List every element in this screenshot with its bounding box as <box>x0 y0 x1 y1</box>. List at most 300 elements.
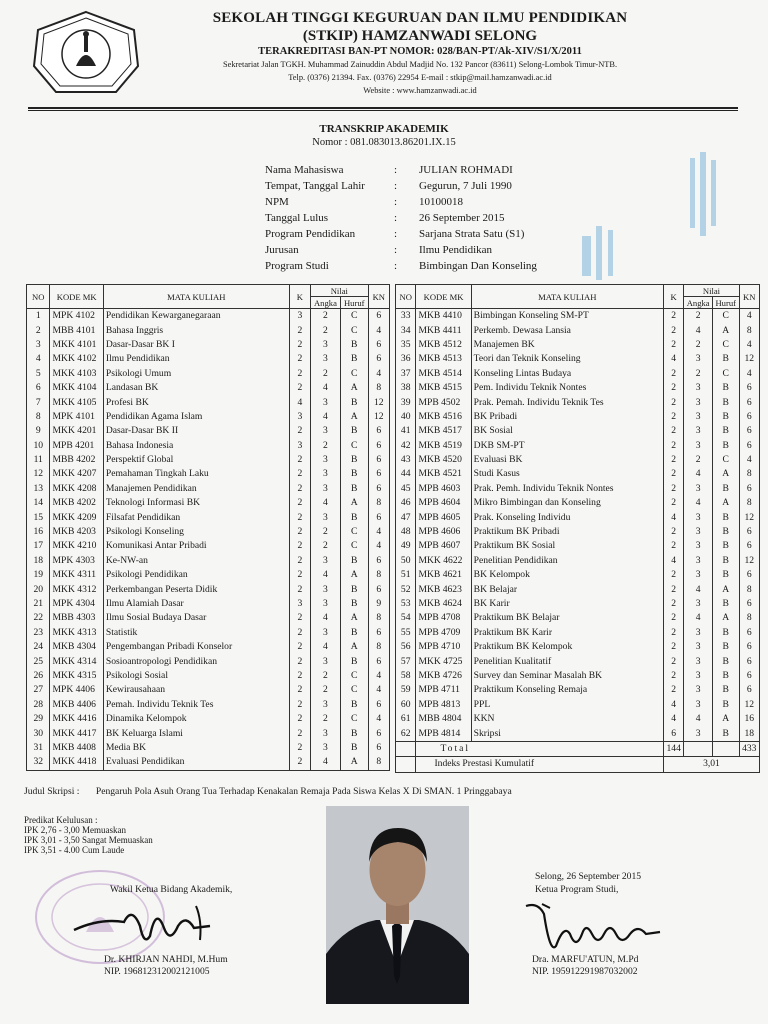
course-name: Pem. Individu Teknik Nontes <box>471 381 663 395</box>
course-grade-number: 3 <box>684 683 713 697</box>
course-no: 8 <box>27 410 50 424</box>
course-credits: 2 <box>289 367 310 381</box>
course-grade-number: 3 <box>311 582 341 596</box>
course-name: Sosioantropologi Pendidikan <box>103 654 289 668</box>
course-code: MKB 4621 <box>416 568 471 582</box>
course-credits: 3 <box>289 410 310 424</box>
course-row <box>27 424 390 438</box>
course-name: Manajemen Pendidikan <box>103 482 289 496</box>
course-grade-number: 4 <box>684 611 713 625</box>
course-grade-letter: B <box>340 395 368 409</box>
course-kn: 6 <box>368 626 389 640</box>
course-credits: 2 <box>663 482 683 496</box>
course-grade-letter: B <box>340 424 368 438</box>
institution-name: SEKOLAH TINGGI KEGURUAN DAN ILMU PENDIDIKAN <box>212 10 628 26</box>
course-kn: 6 <box>739 669 759 683</box>
course-no: 52 <box>396 582 416 596</box>
course-name: DKB SM-PT <box>471 439 663 453</box>
institution-logo-icon <box>30 8 142 100</box>
course-name: Praktikum BK Belajar <box>471 611 663 625</box>
course-grade-letter: B <box>712 726 739 741</box>
course-grade-letter: C <box>712 453 739 467</box>
course-credits: 4 <box>663 352 683 366</box>
course-name: BK Belajar <box>471 582 663 596</box>
course-grade-number: 4 <box>311 410 341 424</box>
course-grade-number: 4 <box>684 496 713 510</box>
course-grade-letter: B <box>712 698 739 712</box>
course-no: 19 <box>27 568 50 582</box>
course-credits: 2 <box>289 323 310 337</box>
course-no: 45 <box>396 482 416 496</box>
course-name: Studi Kasus <box>471 467 663 481</box>
course-kn: 6 <box>739 525 759 539</box>
course-name: Prak. Pemah. Individu Teknik Tes <box>471 395 663 409</box>
course-name: Evaluasi BK <box>471 453 663 467</box>
course-name: Praktikum BK Kelompok <box>471 640 663 654</box>
course-name: Pemah. Individu Teknik Tes <box>103 698 289 712</box>
course-credits: 2 <box>663 309 683 324</box>
course-row <box>27 439 390 453</box>
course-code: MKB 4521 <box>416 467 471 481</box>
signing-date: Selong, 26 September 2015 <box>535 871 642 882</box>
course-credits: 2 <box>663 654 683 668</box>
course-no: 59 <box>396 683 416 697</box>
course-row <box>27 554 390 568</box>
course-code: MKK 4418 <box>50 755 103 770</box>
course-credits: 2 <box>289 381 310 395</box>
course-code: MPB 4708 <box>416 611 471 625</box>
course-code: MKB 4520 <box>416 453 471 467</box>
info-value: 26 September 2015 <box>419 212 505 224</box>
course-no: 3 <box>27 338 50 352</box>
course-no: 60 <box>396 698 416 712</box>
header-huruf: Huruf <box>340 297 368 309</box>
course-row <box>396 568 760 582</box>
course-credits: 2 <box>663 338 683 352</box>
course-kn: 4 <box>368 712 389 726</box>
course-code: MKB 4410 <box>416 309 471 324</box>
course-no: 54 <box>396 611 416 625</box>
course-grade-number: 3 <box>311 741 341 755</box>
course-grade-letter: B <box>340 467 368 481</box>
predikat-line: IPK 2,76 - 3,00 Memuaskan <box>24 825 126 835</box>
course-name: BK Kelompok <box>471 568 663 582</box>
course-grade-letter: B <box>340 626 368 640</box>
course-no: 2 <box>27 323 50 337</box>
course-code: MPB 4813 <box>416 698 471 712</box>
course-no: 40 <box>396 410 416 424</box>
course-code: MKK 4201 <box>50 424 103 438</box>
course-grade-number: 3 <box>311 626 341 640</box>
course-row <box>396 453 760 467</box>
course-grade-number: 2 <box>684 453 713 467</box>
course-credits: 2 <box>289 755 310 770</box>
course-grade-letter: C <box>340 439 368 453</box>
course-grade-number: 3 <box>684 568 713 582</box>
institution-abbrev: (STKIP) HAMZANWADI SELONG <box>302 28 538 44</box>
course-name: Psikologi Umum <box>103 367 289 381</box>
course-credits: 2 <box>663 367 683 381</box>
course-kn: 12 <box>368 395 389 409</box>
course-row <box>396 338 760 352</box>
course-grade-number: 3 <box>684 381 713 395</box>
signatory-left-name: Dr. KHIRJAN NAHDI, M.Hum <box>104 954 228 965</box>
course-no: 27 <box>27 683 50 697</box>
info-colon: : <box>394 196 398 208</box>
course-grade-number: 3 <box>311 510 341 524</box>
course-code: MPB 4607 <box>416 539 471 553</box>
course-name: Ilmu Sosial Budaya Dasar <box>103 611 289 625</box>
course-no: 32 <box>27 755 50 770</box>
course-grade-letter: B <box>340 654 368 668</box>
course-name: Psikologi Konseling <box>103 525 289 539</box>
header-rule <box>28 107 738 109</box>
course-row <box>396 582 760 596</box>
course-grade-letter: A <box>340 568 368 582</box>
course-grade-letter: B <box>340 582 368 596</box>
course-credits: 3 <box>289 309 310 324</box>
course-grade-number: 4 <box>311 755 341 770</box>
course-no: 4 <box>27 352 50 366</box>
course-no: 56 <box>396 640 416 654</box>
info-label: Nama Mahasiswa <box>265 164 344 176</box>
course-grade-letter: A <box>712 323 739 337</box>
course-name: Landasan BK <box>103 381 289 395</box>
course-no: 34 <box>396 323 416 337</box>
course-code: MPB 4502 <box>416 395 471 409</box>
course-name: Pemahaman Tingkah Laku <box>103 467 289 481</box>
course-code: MKK 4104 <box>50 381 103 395</box>
course-kn: 6 <box>368 510 389 524</box>
header-angka: Angka <box>311 297 341 309</box>
course-row <box>396 510 760 524</box>
course-grade-number: 2 <box>684 338 713 352</box>
course-grade-number: 2 <box>311 712 341 726</box>
course-grade-number: 3 <box>684 439 713 453</box>
course-kn: 8 <box>368 640 389 654</box>
course-kn: 9 <box>368 597 389 611</box>
course-no: 13 <box>27 482 50 496</box>
course-credits: 2 <box>289 712 310 726</box>
course-kn: 12 <box>368 410 389 424</box>
course-no: 24 <box>27 640 50 654</box>
course-grade-letter: C <box>340 323 368 337</box>
header-k: K <box>663 285 683 309</box>
course-grade-letter: B <box>340 741 368 755</box>
course-name: Survey dan Seminar Masalah BK <box>471 669 663 683</box>
course-code: MPK 4304 <box>50 597 103 611</box>
course-kn: 4 <box>739 453 759 467</box>
course-grade-number: 4 <box>684 467 713 481</box>
course-grade-letter: B <box>340 726 368 740</box>
course-no: 25 <box>27 654 50 668</box>
course-credits: 2 <box>289 467 310 481</box>
course-kn: 8 <box>368 755 389 770</box>
course-code: MBB 4303 <box>50 611 103 625</box>
course-no: 49 <box>396 539 416 553</box>
course-row <box>27 582 390 596</box>
course-grade-letter: A <box>340 611 368 625</box>
course-kn: 12 <box>739 698 759 712</box>
courses-table-left <box>26 284 390 771</box>
student-photo <box>326 806 469 1004</box>
header-kode: KODE MK <box>50 285 103 309</box>
course-grade-letter: B <box>712 482 739 496</box>
course-code: MKK 4417 <box>50 726 103 740</box>
course-kn: 8 <box>368 496 389 510</box>
courses-table-right <box>395 284 760 773</box>
course-row <box>396 496 760 510</box>
course-grade-number: 3 <box>311 395 341 409</box>
course-code: MKB 4406 <box>50 698 103 712</box>
course-credits: 3 <box>289 597 310 611</box>
course-kn: 6 <box>368 352 389 366</box>
course-name: Ilmu Pendidikan <box>103 352 289 366</box>
course-kn: 4 <box>739 338 759 352</box>
course-row <box>396 525 760 539</box>
course-row <box>396 467 760 481</box>
course-credits: 4 <box>663 712 683 726</box>
course-kn: 4 <box>368 669 389 683</box>
document-number: Nomor : 081.083013.86201.IX.15 <box>312 137 456 148</box>
course-grade-number: 3 <box>311 352 341 366</box>
course-no: 36 <box>396 352 416 366</box>
course-name: Manajemen BK <box>471 338 663 352</box>
course-kn: 6 <box>739 410 759 424</box>
course-kn: 6 <box>739 439 759 453</box>
course-grade-number: 4 <box>684 323 713 337</box>
course-kn: 4 <box>739 309 759 324</box>
course-grade-number: 2 <box>684 309 713 324</box>
course-code: MKK 4622 <box>416 554 471 568</box>
course-no: 20 <box>27 582 50 596</box>
course-no: 9 <box>27 424 50 438</box>
course-grade-number: 4 <box>311 496 341 510</box>
course-row <box>396 726 760 741</box>
course-no: 18 <box>27 554 50 568</box>
course-grade-letter: B <box>712 640 739 654</box>
course-credits: 2 <box>289 626 310 640</box>
course-grade-number: 3 <box>311 338 341 352</box>
header-kn: KN <box>739 285 759 309</box>
course-code: MKK 4207 <box>50 467 103 481</box>
info-colon: : <box>394 164 398 176</box>
course-credits: 2 <box>663 626 683 640</box>
total-kn: 433 <box>739 741 759 756</box>
course-grade-letter: B <box>712 395 739 409</box>
course-credits: 2 <box>289 539 310 553</box>
course-row <box>396 482 760 496</box>
course-kn: 6 <box>739 654 759 668</box>
course-credits: 2 <box>289 726 310 740</box>
info-colon: : <box>394 260 398 272</box>
signature-right-icon <box>520 894 670 958</box>
course-row <box>27 381 390 395</box>
course-grade-letter: B <box>712 381 739 395</box>
course-kn: 6 <box>739 395 759 409</box>
course-kn: 6 <box>368 654 389 668</box>
course-kn: 6 <box>368 424 389 438</box>
course-no: 57 <box>396 654 416 668</box>
course-no: 16 <box>27 525 50 539</box>
course-code: MPB 4606 <box>416 525 471 539</box>
signatory-left-nip: NIP. 196812312002121005 <box>104 966 210 977</box>
course-name: Dasar-Dasar BK II <box>103 424 289 438</box>
course-grade-letter: C <box>340 669 368 683</box>
course-grade-letter: C <box>712 367 739 381</box>
course-grade-number: 2 <box>311 669 341 683</box>
course-row <box>27 741 390 755</box>
course-no: 31 <box>27 741 50 755</box>
course-kn: 12 <box>739 510 759 524</box>
course-credits: 2 <box>663 683 683 697</box>
course-grade-letter: A <box>340 640 368 654</box>
course-grade-letter: B <box>712 352 739 366</box>
course-name: BK Sosial <box>471 424 663 438</box>
course-name: Skripsi <box>471 726 663 741</box>
course-grade-letter: B <box>340 554 368 568</box>
course-credits: 2 <box>663 611 683 625</box>
course-name: Konseling Lintas Budaya <box>471 367 663 381</box>
course-no: 15 <box>27 510 50 524</box>
course-credits: 2 <box>663 467 683 481</box>
signatory-right-title: Ketua Program Studi, <box>535 884 619 895</box>
course-row <box>396 611 760 625</box>
course-name: Statistik <box>103 626 289 640</box>
course-kn: 8 <box>368 568 389 582</box>
course-code: MKK 4102 <box>50 352 103 366</box>
course-grade-letter: B <box>712 439 739 453</box>
course-row <box>27 352 390 366</box>
course-credits: 2 <box>663 395 683 409</box>
course-name: Prak. Pemh. Individu Teknik Nontes <box>471 482 663 496</box>
course-row <box>396 626 760 640</box>
course-name: Praktikum BK Sosial <box>471 539 663 553</box>
course-grade-letter: B <box>712 654 739 668</box>
header-no: NO <box>396 285 416 309</box>
course-grade-letter: B <box>712 410 739 424</box>
course-code: MKB 4514 <box>416 367 471 381</box>
course-credits: 4 <box>663 698 683 712</box>
course-no: 61 <box>396 712 416 726</box>
course-grade-number: 3 <box>684 395 713 409</box>
course-name: Bahasa Inggris <box>103 323 289 337</box>
course-name: Mikro Bimbingan dan Konseling <box>471 496 663 510</box>
course-code: MKB 4513 <box>416 352 471 366</box>
course-row <box>27 323 390 337</box>
course-kn: 8 <box>739 496 759 510</box>
course-grade-number: 3 <box>684 626 713 640</box>
course-code: MKB 4512 <box>416 338 471 352</box>
course-row <box>396 367 760 381</box>
course-credits: 2 <box>289 683 310 697</box>
course-kn: 8 <box>739 323 759 337</box>
course-kn: 6 <box>368 582 389 596</box>
course-row <box>27 683 390 697</box>
course-kn: 6 <box>739 568 759 582</box>
course-grade-number: 3 <box>311 467 341 481</box>
course-grade-letter: A <box>712 467 739 481</box>
course-kn: 4 <box>368 323 389 337</box>
course-grade-number: 4 <box>311 381 341 395</box>
course-credits: 2 <box>663 453 683 467</box>
course-row <box>27 640 390 654</box>
course-kn: 6 <box>368 453 389 467</box>
course-credits: 2 <box>289 669 310 683</box>
course-code: MKB 4411 <box>416 323 471 337</box>
course-credits: 2 <box>289 698 310 712</box>
course-code: MKK 4101 <box>50 338 103 352</box>
course-row <box>396 683 760 697</box>
course-name: Teori dan Teknik Konseling <box>471 352 663 366</box>
course-kn: 6 <box>368 309 389 324</box>
course-kn: 4 <box>368 539 389 553</box>
header-angka: Angka <box>684 297 713 309</box>
course-name: Ke-NW-an <box>103 554 289 568</box>
course-credits: 2 <box>289 640 310 654</box>
course-kn: 18 <box>739 726 759 741</box>
course-credits: 2 <box>289 496 310 510</box>
course-grade-letter: B <box>712 539 739 553</box>
course-no: 1 <box>27 309 50 324</box>
course-kn: 6 <box>739 683 759 697</box>
course-credits: 2 <box>289 568 310 582</box>
course-grade-letter: B <box>712 683 739 697</box>
course-code: MKB 4517 <box>416 424 471 438</box>
course-no: 41 <box>396 424 416 438</box>
course-code: MPB 4603 <box>416 482 471 496</box>
course-no: 55 <box>396 626 416 640</box>
header-k: K <box>289 285 310 309</box>
course-no: 30 <box>27 726 50 740</box>
course-no: 33 <box>396 309 416 324</box>
course-grade-number: 3 <box>311 453 341 467</box>
course-name: Kewirausahaan <box>103 683 289 697</box>
course-code: MPK 4406 <box>50 683 103 697</box>
course-code: MPB 4709 <box>416 626 471 640</box>
course-row <box>27 669 390 683</box>
course-row <box>27 496 390 510</box>
course-grade-number: 3 <box>311 597 341 611</box>
course-code: MKB 4203 <box>50 525 103 539</box>
course-row <box>396 597 760 611</box>
course-no: 38 <box>396 381 416 395</box>
course-code: MKK 4210 <box>50 539 103 553</box>
course-credits: 2 <box>289 741 310 755</box>
info-value: Bimbingan Dan Konseling <box>419 260 537 272</box>
course-grade-letter: A <box>712 582 739 596</box>
course-credits: 6 <box>663 726 683 741</box>
course-kn: 4 <box>368 525 389 539</box>
course-row <box>396 439 760 453</box>
course-grade-number: 4 <box>684 712 713 726</box>
course-grade-letter: A <box>712 496 739 510</box>
info-value: JULIAN ROHMADI <box>419 164 513 176</box>
course-no: 62 <box>396 726 416 741</box>
course-no: 37 <box>396 367 416 381</box>
course-code: MPB 4201 <box>50 439 103 453</box>
course-row <box>27 654 390 668</box>
course-no: 6 <box>27 381 50 395</box>
course-grade-letter: B <box>340 510 368 524</box>
course-no: 17 <box>27 539 50 553</box>
header-mata-kuliah: MATA KULIAH <box>103 285 289 309</box>
info-colon: : <box>394 228 398 240</box>
course-grade-letter: C <box>340 367 368 381</box>
course-kn: 6 <box>739 381 759 395</box>
course-credits: 4 <box>289 395 310 409</box>
course-grade-number: 2 <box>311 539 341 553</box>
